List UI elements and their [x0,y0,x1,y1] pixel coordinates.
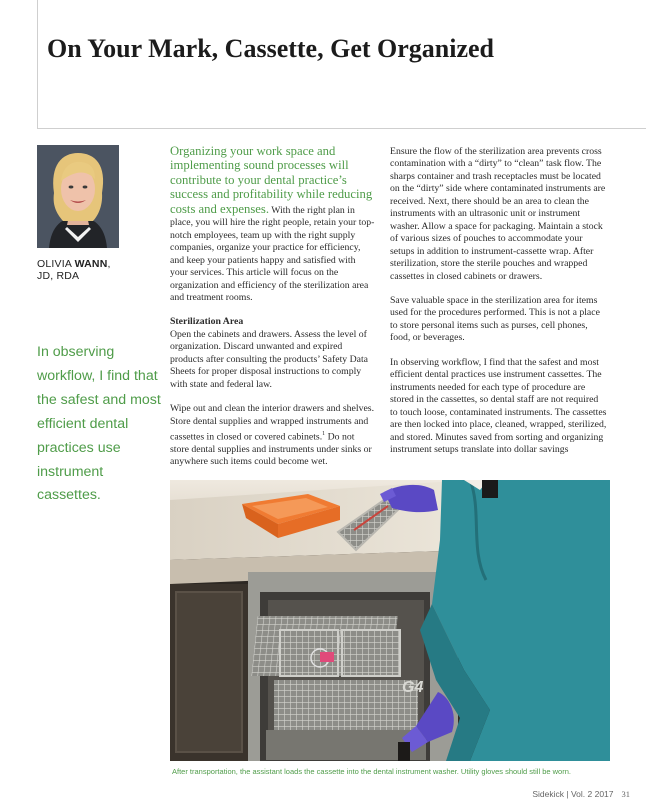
article-title: On Your Mark, Cassette, Get Organized [47,34,495,63]
paragraph: Wipe out and clean the interior drawers and shelves. Store dental supplies and wrapped instruments and cassettes in closed or covered cabinets.$^1$ Do not store dental supplies and instruments under sinks or anywhere such items could become wet. [170,403,375,468]
author-portrait-image [37,145,119,248]
author-last-name: WANN [74,258,108,270]
author-byline [37,258,111,282]
washer-rack [251,616,426,760]
washer-loading-photo [170,480,610,761]
section-subhead: Sterilization Area [170,316,244,328]
lead-text: Organizing your work space and implementing sound processes will contribute to your dental practice’s success and profitability while reducing costs and expenses. [170,144,373,216]
header-horizontal-rule [37,128,646,129]
author-credentials: JD, RDA [37,270,80,282]
footnote-marker: 1 [322,431,326,438]
page-number: 31 [621,789,630,799]
author-photo [37,145,119,248]
intro-paragraph [170,145,375,304]
pull-quote: In observing workflow, I find that the safest and most efficient dental practices use instrument cassettes. [37,344,161,504]
article-column-1 [170,145,375,469]
photo-caption: After transportation, the assistant loads the cassette into the dental instrument washer. Utility gloves should still be worn. [172,767,571,776]
page-footer [532,789,630,799]
publication-name: Sidekick | Vol. 2 2017 [532,789,614,799]
article-column-2 [390,146,608,456]
header-vertical-rule [37,0,38,128]
intro-text: With the right plan in place, you will hire the right people, retain your top-notch employees, team up with the right supply companies, organize your practice for efficiency, and keep your patients happy and satisfied with your services. This article will focus on the organization and efficiency of the sterilization area and treatment rooms. [170,204,375,303]
paragraph: In observing workflow, I find that the safest and most efficient dental practices use instrument cassettes. The instruments needed for each type of procedure are stored in the cassettes, so dental staff are not required to touch loose, contaminated instruments. The cassettes are then locked into place, cleaned, wrapped, sterilized, and stored. Minutes saved from sorting and organizing instrument setups translate into dollar savings [390,356,607,455]
paragraph: Open the cabinets and drawers. Assess the level of organization. Discard unwanted and expired products after consulting the products’ Safety Data Sheets for proper disposal instructions to comply with state and federal law. [170,328,369,390]
washer-scene-image [170,480,610,761]
washer-brand-label: G4 [402,679,424,696]
author-first-name: OLIVIA [37,258,72,270]
paragraph: Ensure the flow of the sterilization area prevents cross contamination with a “dirty” to “clean” task flow. The sharps container and trash receptacles must be located on the “dirty” side where contaminated instruments are received. Next, there should be an area to clean the instruments with an ultrasonic unit or instrument washer. Allow a space for packaging. Maintain a stock of various sizes of pouches to accommodate your setups in addition to instrument-cassette wrap. After sterilization, store the sterile pouches and wrapped cassettes in closed cabinets or drawers. [390,146,606,282]
author-name: OLIVIA WANN, [37,258,111,270]
paragraph: Save valuable space in the sterilization area for items used for the procedures performed. This is not a place to store personal items such as purses, cell phones, food, or beverages. [390,294,600,344]
